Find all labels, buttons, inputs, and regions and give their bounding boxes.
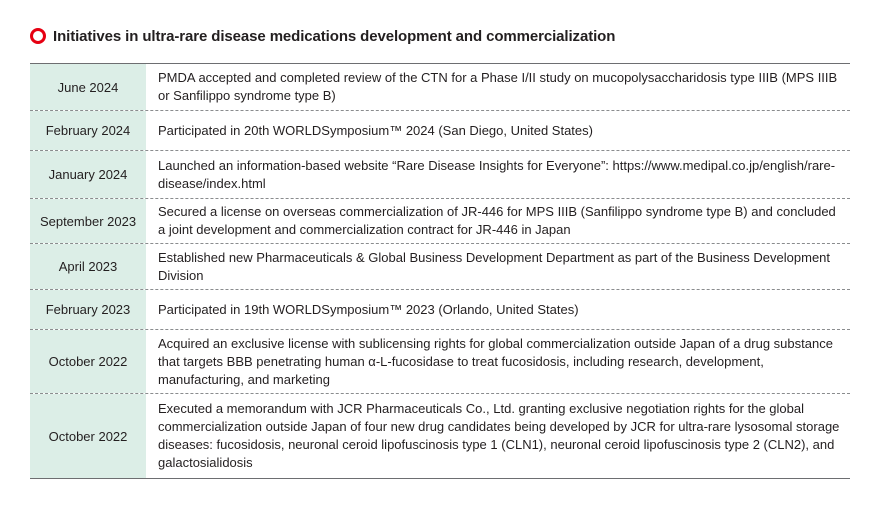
description-cell: Established new Pharmaceuticals & Global Business Development Department as part of the Business Development Division [158,249,831,283]
table-row [30,394,850,478]
date-cell: October 2022 [30,394,146,478]
date-cell: February 2023 [30,290,146,329]
table-row [30,111,850,151]
table-row [30,199,850,244]
date-cell: October 2022 [30,330,146,393]
description-cell: Participated in 20th WORLDSymposium™ 2024 (San Diego, United States) [158,122,593,138]
section-title: Initiatives in ultra-rare disease medications development and commercialization [53,27,616,45]
description-cell: PMDA accepted and completed review of the CTN for a Phase I/II study on mucopolysaccharidosis type IIIB (MPS IIIB or Sanfilippo syndrome type B) [158,70,838,103]
date-cell: June 2024 [30,64,146,110]
section-header [30,26,615,46]
description-cell: Executed a memorandum with JCR Pharmaceuticals Co., Ltd. granting exclusive negotiation rights for the global commercialization outside Japan of four new drug candidates being developed by JCR for ultra-rare lysosomal storage diseases: fucosidosis, neuronal ceroid lipofuscinosis type 1 (CLN1), neuronal ceroid lipofuscinosis type 2 (CLN2), and galactosialidosis [158,401,840,470]
table-row [30,290,850,330]
table-row [30,330,850,394]
description-cell: Participated in 19th WORLDSymposium™ 2023 (Orlando, United States) [158,301,579,317]
description-cell: Acquired an exclusive license with sublicensing rights for global commercialization outside Japan of a drug substance that targets BBB penetrating human α-L-fucosidase to treat fucosidosis, including research, development, manufacturing, and marketing [158,335,833,387]
description-cell: Launched an information-based website “Rare Disease Insights for Everyone”: https://www.medipal.co.jp/english/rare-disease/index.html [158,157,836,191]
initiatives-table [30,63,850,479]
ring-bullet-icon [30,28,46,44]
table-row [30,244,850,290]
date-cell: February 2024 [30,111,146,150]
table-row [30,64,850,111]
date-cell: September 2023 [30,199,146,243]
date-cell: January 2024 [30,151,146,198]
date-cell: April 2023 [30,244,146,289]
description-cell: Secured a license on overseas commercialization of JR-446 for MPS IIIB (Sanfilippo syndrome type B) and concluded a joint development and commercialization contract for JR-446 in Japan [158,204,836,237]
table-row [30,151,850,199]
